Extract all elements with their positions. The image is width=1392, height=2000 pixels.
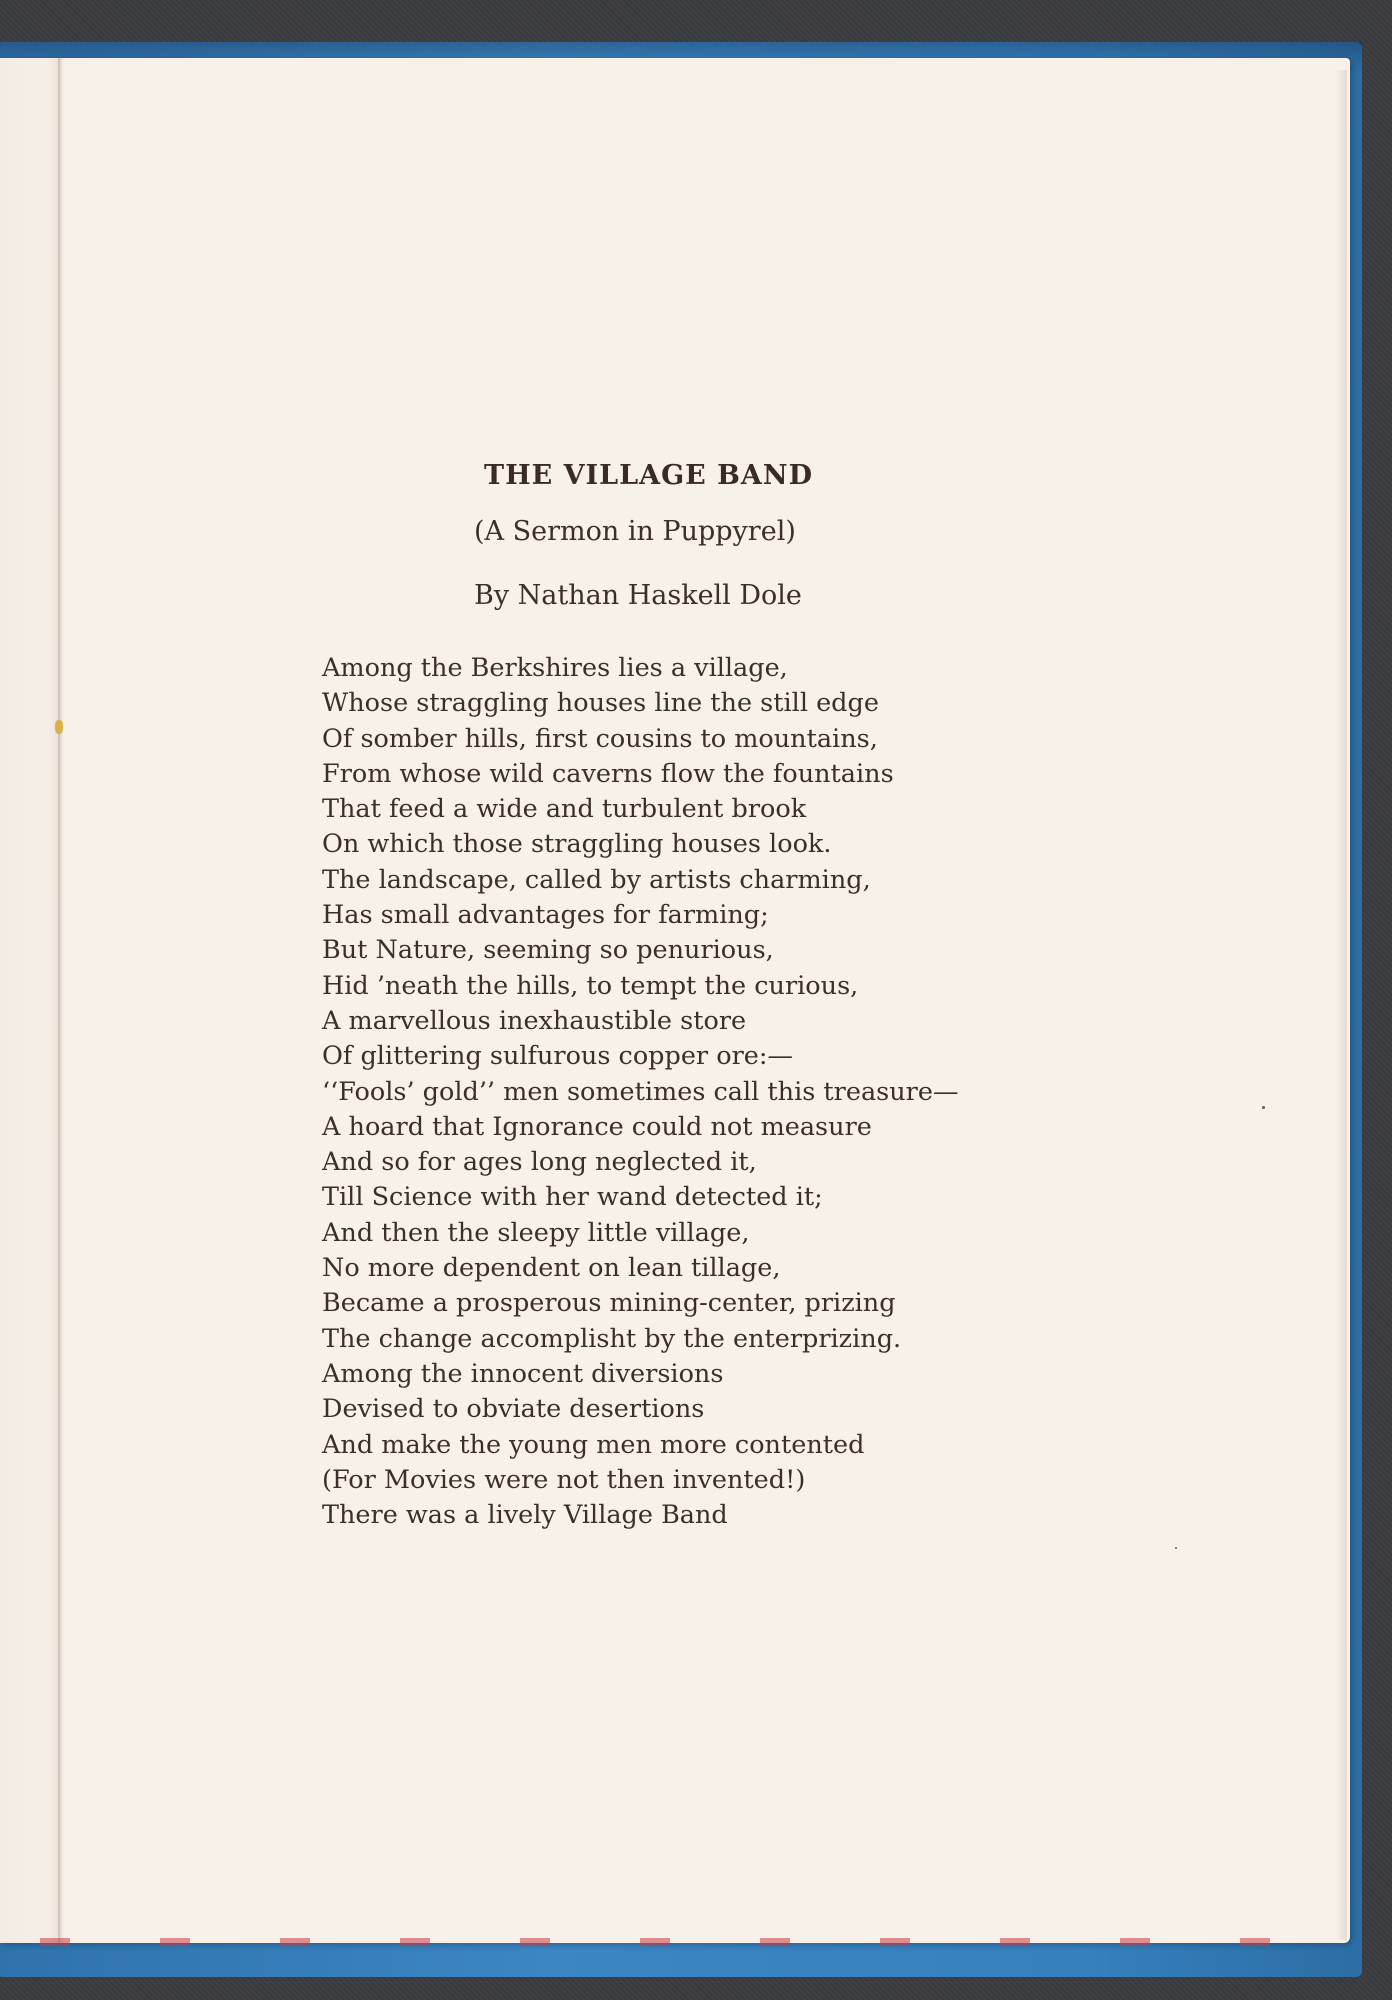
poem-line: Devised to obviate desertions — [322, 1394, 705, 1425]
poem-line: Among the innocent diversions — [322, 1358, 724, 1389]
poem-line: (For Movies were not then invented!) — [322, 1464, 806, 1495]
poem-title: THE VILLAGE BAND — [484, 460, 813, 491]
poem-line: But Nature, seeming so penurious, — [322, 935, 774, 966]
poem-line: Whose straggling houses line the still edge — [322, 688, 879, 719]
poem-line: Of glittering sulfurous copper ore:— — [322, 1041, 793, 1072]
poem-line: And make the young men more contented — [322, 1429, 865, 1460]
poem-line: A marvellous inexhaustible store — [322, 1005, 747, 1036]
paper-speck — [1175, 1547, 1177, 1549]
poem-line: And so for ages long neglected it, — [322, 1147, 757, 1178]
poem-line: No more dependent on lean tillage, — [322, 1253, 781, 1284]
paper-speck — [1262, 1106, 1265, 1109]
binding-thread — [55, 720, 63, 734]
poem-byline: By Nathan Haskell Dole — [474, 580, 802, 611]
page-edge — [1335, 70, 1347, 1940]
page-gutter — [58, 58, 64, 1943]
poem-line: Among the Berkshires lies a village, — [322, 653, 788, 683]
poem-line: Of somber hills, first cousins to mountains, — [322, 723, 878, 754]
poem-line: The change accomplisht by the enterprizing. — [322, 1323, 902, 1354]
poem-line: Has small advantages for farming; — [322, 900, 769, 931]
poem-line: Became a prosperous mining-center, prizing — [322, 1288, 896, 1319]
left-page-sliver — [0, 58, 60, 1943]
bottom-edge-marks — [0, 1938, 1340, 1946]
poem-line: A hoard that Ignorance could not measure — [322, 1111, 872, 1142]
poem-line: ‘‘Fools’ gold’’ men sometimes call this treasure— — [322, 1076, 959, 1107]
poem-line: And then the sleepy little village, — [322, 1217, 750, 1248]
poem-line: Till Science with her wand detected it; — [322, 1182, 823, 1213]
poem-line: On which those straggling houses look. — [322, 829, 832, 860]
poem-line: From whose wild caverns flow the fountains — [322, 758, 894, 789]
poem-line: The landscape, called by artists charming, — [322, 864, 871, 895]
poem-line: There was a lively Village Band — [322, 1500, 728, 1531]
poem-subtitle: (A Sermon in Puppyrel) — [474, 516, 796, 547]
poem-body — [322, 651, 958, 1533]
poem-line: Hid ’neath the hills, to tempt the curious, — [322, 970, 859, 1001]
poem-line: That feed a wide and turbulent brook — [322, 794, 807, 825]
